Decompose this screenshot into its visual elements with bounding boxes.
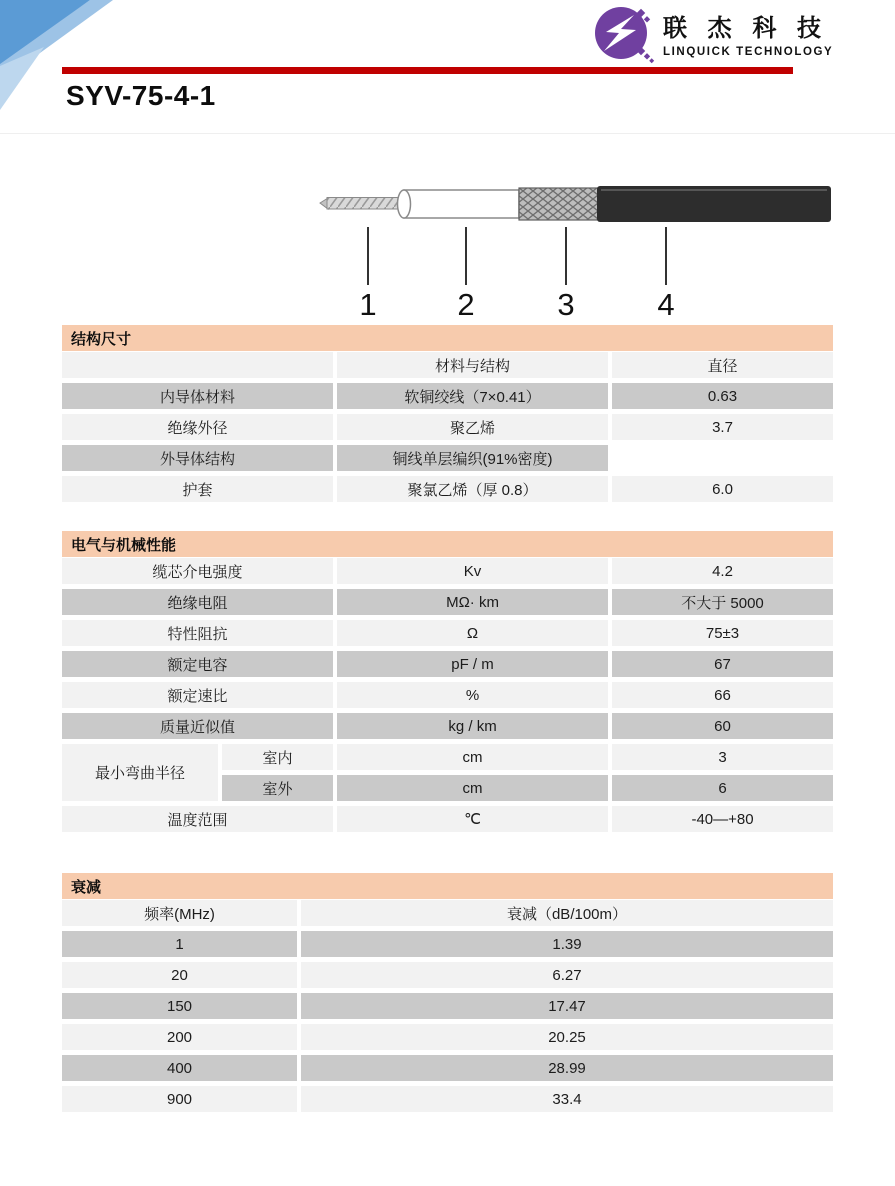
row-label-cell bbox=[62, 352, 333, 378]
table-row bbox=[62, 962, 833, 988]
table-row bbox=[62, 931, 833, 957]
company-name-en: LINQUICK TECHNOLOGY bbox=[663, 46, 834, 58]
diagram-label-3: 3 bbox=[557, 287, 575, 322]
brand-header bbox=[593, 2, 833, 64]
unit-cell: pF / m bbox=[337, 651, 608, 677]
row-label-cell: 质量近似值 bbox=[62, 713, 333, 739]
page-title: SYV-75-4-1 bbox=[66, 80, 216, 111]
content-divider-rule bbox=[0, 133, 895, 134]
table-row bbox=[62, 589, 833, 615]
cable-diagram bbox=[298, 163, 838, 323]
bend-radius-label-cell: 最小弯曲半径 bbox=[62, 744, 218, 801]
unit-cell: kg / km bbox=[337, 713, 608, 739]
bend-sub-label-cell: 室内 bbox=[222, 744, 333, 770]
value-cell: -40—+80 bbox=[612, 806, 833, 832]
diameter-cell: 0.63 bbox=[612, 383, 833, 409]
value-cell: 75±3 bbox=[612, 620, 833, 646]
attenuation-cell: 1.39 bbox=[301, 931, 833, 957]
diagram-label-2: 2 bbox=[457, 287, 475, 322]
unit-cell: cm bbox=[337, 775, 608, 801]
value-cell: 4.2 bbox=[612, 558, 833, 584]
table-row bbox=[62, 744, 833, 770]
table-row bbox=[62, 558, 833, 584]
electrical-table-section bbox=[62, 531, 833, 837]
table-row bbox=[62, 383, 833, 409]
table-row bbox=[62, 806, 833, 832]
table-row bbox=[62, 352, 833, 378]
diameter-cell: 6.0 bbox=[612, 476, 833, 502]
unit-cell: % bbox=[337, 682, 608, 708]
unit-cell: Ω bbox=[337, 620, 608, 646]
table-row bbox=[62, 620, 833, 646]
unit-cell: ℃ bbox=[337, 806, 608, 832]
electrical-table bbox=[58, 553, 837, 837]
value-cell: 3 bbox=[612, 744, 833, 770]
structure-table bbox=[58, 347, 837, 507]
frequency-cell: 200 bbox=[62, 1024, 297, 1050]
material-cell: 聚乙烯 bbox=[337, 414, 608, 440]
value-cell: 66 bbox=[612, 682, 833, 708]
unit-cell: cm bbox=[337, 744, 608, 770]
value-cell: 60 bbox=[612, 713, 833, 739]
row-label-cell: 缆芯介电强度 bbox=[62, 558, 333, 584]
dielectric-end-cap bbox=[398, 190, 411, 218]
column-header-cell: 直径 bbox=[612, 352, 833, 378]
dielectric-insulation bbox=[404, 190, 519, 218]
electrical-table-title: 电气与机械性能 bbox=[71, 536, 177, 554]
table-row bbox=[62, 993, 833, 1019]
table-row bbox=[62, 1055, 833, 1081]
row-label-cell: 护套 bbox=[62, 476, 333, 502]
value-cell: 6 bbox=[612, 775, 833, 801]
frequency-cell: 900 bbox=[62, 1086, 297, 1112]
frequency-cell: 400 bbox=[62, 1055, 297, 1081]
table-row bbox=[62, 713, 833, 739]
diagram-label-1: 1 bbox=[359, 287, 377, 322]
row-label-cell: 温度范围 bbox=[62, 806, 333, 832]
attenuation-cell: 20.25 bbox=[301, 1024, 833, 1050]
value-cell: 67 bbox=[612, 651, 833, 677]
attenuation-cell: 28.99 bbox=[301, 1055, 833, 1081]
bend-sub-label-cell: 室外 bbox=[222, 775, 333, 801]
attenuation-table-section bbox=[62, 873, 833, 1117]
structure-table-section bbox=[62, 325, 833, 507]
table-row bbox=[62, 682, 833, 708]
column-header-cell: 频率(MHz) bbox=[62, 900, 297, 926]
frequency-cell: 1 bbox=[62, 931, 297, 957]
unit-cell: MΩ· km bbox=[337, 589, 608, 615]
header-divider-line bbox=[62, 67, 793, 74]
frequency-cell: 150 bbox=[62, 993, 297, 1019]
value-cell: 不大于 5000 bbox=[612, 589, 833, 615]
table-row bbox=[62, 414, 833, 440]
attenuation-table-title: 衰减 bbox=[71, 878, 102, 896]
column-header-cell: 衰减（dB/100m） bbox=[301, 900, 833, 926]
table-row bbox=[62, 900, 833, 926]
attenuation-cell: 17.47 bbox=[301, 993, 833, 1019]
row-label-cell: 绝缘电阻 bbox=[62, 589, 333, 615]
table-row bbox=[62, 1086, 833, 1112]
material-cell: 铜线单层编织(91%密度) bbox=[337, 445, 608, 471]
table-row bbox=[62, 445, 833, 471]
frequency-cell: 20 bbox=[62, 962, 297, 988]
attenuation-table bbox=[58, 895, 837, 1117]
row-label-cell: 额定速比 bbox=[62, 682, 333, 708]
braided-shield bbox=[519, 188, 599, 220]
table-row bbox=[62, 651, 833, 677]
row-label-cell: 绝缘外径 bbox=[62, 414, 333, 440]
unit-cell: Kv bbox=[337, 558, 608, 584]
company-name-cn: 联 杰 科 技 bbox=[663, 15, 829, 42]
diameter-cell: 3.7 bbox=[612, 414, 833, 440]
attenuation-cell: 6.27 bbox=[301, 962, 833, 988]
table-row bbox=[62, 476, 833, 502]
table-row bbox=[62, 1024, 833, 1050]
attenuation-cell: 33.4 bbox=[301, 1086, 833, 1112]
diameter-cell bbox=[612, 445, 833, 471]
row-label-cell: 内导体材料 bbox=[62, 383, 333, 409]
structure-table-title: 结构尺寸 bbox=[71, 330, 132, 348]
row-label-cell: 额定电容 bbox=[62, 651, 333, 677]
company-logo-icon bbox=[593, 2, 657, 64]
outer-jacket bbox=[597, 186, 831, 222]
brand-text bbox=[663, 8, 833, 58]
diagram-label-4: 4 bbox=[657, 287, 675, 322]
material-cell: 聚氯乙烯（厚 0.8） bbox=[337, 476, 608, 502]
row-label-cell: 外导体结构 bbox=[62, 445, 333, 471]
row-label-cell: 特性阻抗 bbox=[62, 620, 333, 646]
material-cell: 软铜绞线（7×0.41） bbox=[337, 383, 608, 409]
column-header-cell: 材料与结构 bbox=[337, 352, 608, 378]
